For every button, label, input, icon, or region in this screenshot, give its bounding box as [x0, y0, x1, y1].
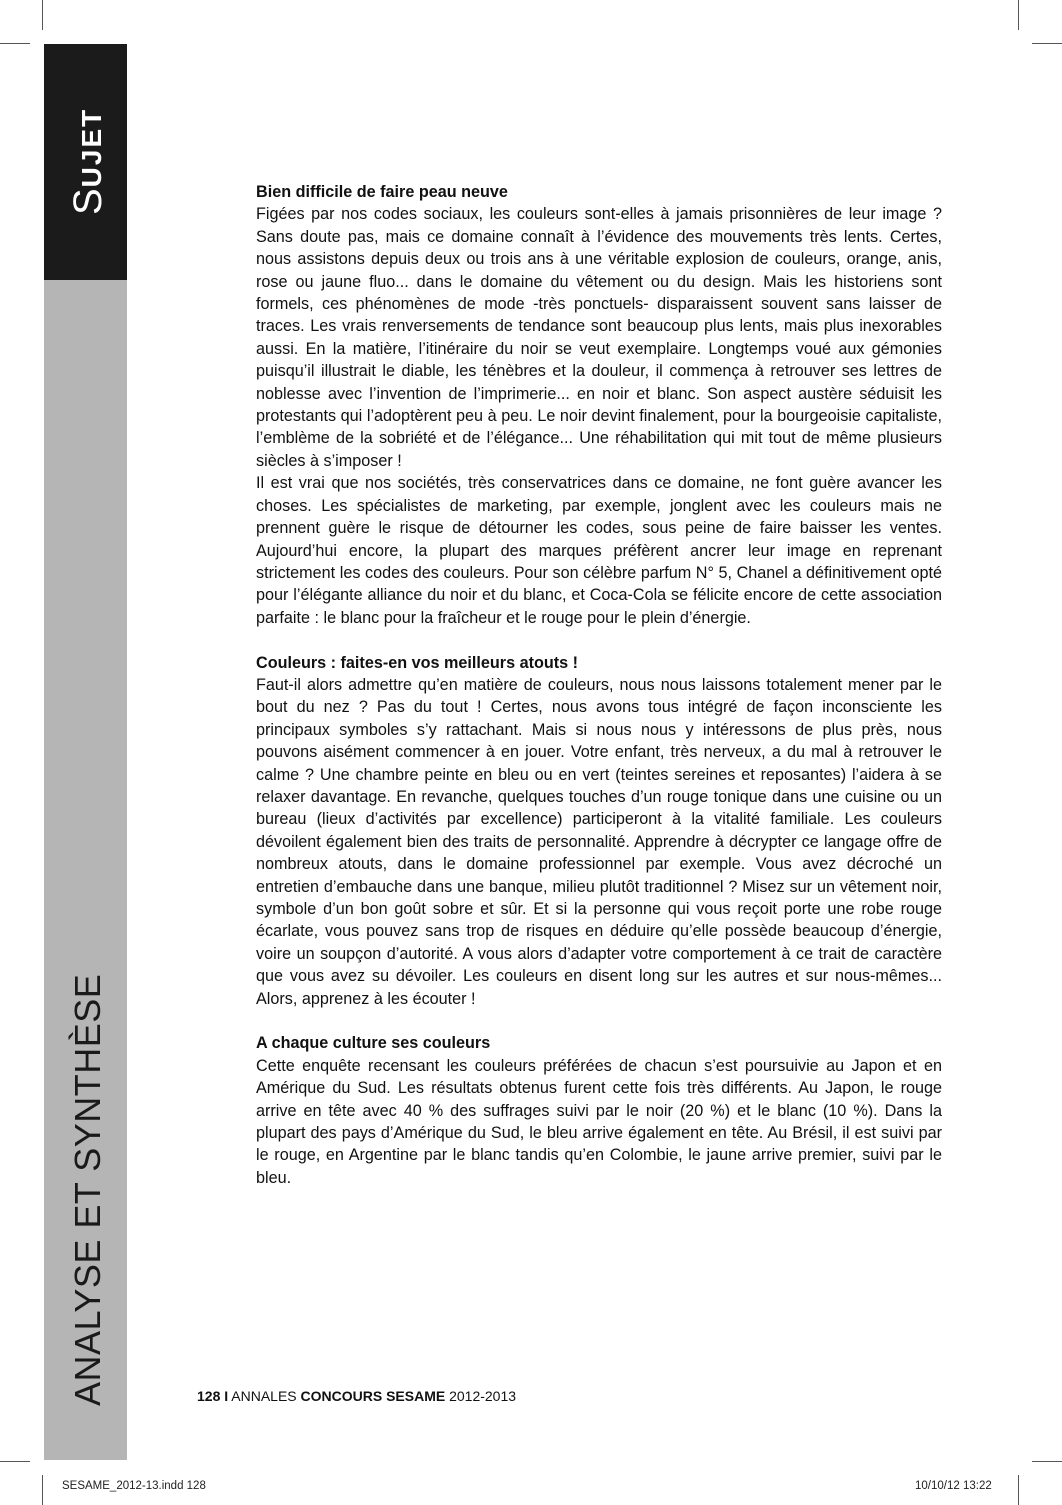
paragraph: Cette enquête recensant les couleurs préférées de chacun s’est poursuivie au Japon et en Amérique du Sud. Les résultats obtenus furent cette fois très différents. Au Japon, le rouge arrive en tête avec 40 % des suffrages suivi par le noir (20 %) et le blanc (10 %). Dans la plupart des pays d’Amérique du Sud, le bleu arrive également en tête. Au Brésil, il est suivi par le rouge, en Argentine par le blanc tandis qu’en Colombie, le jaune arrive premier, suivi par le bleu.	[256, 1056, 942, 1187]
footer-concours: CONCOURS SESAME	[300, 1388, 446, 1404]
section-heading: Couleurs : faites-en vos meilleurs atouts !	[256, 653, 579, 672]
page-number: 128	[197, 1388, 221, 1404]
article-body	[256, 181, 942, 1189]
section-label-sujet: SUJET	[66, 107, 110, 215]
slug-date: 10/10/12 13:22	[915, 1480, 992, 1492]
crop-mark	[0, 43, 30, 44]
footer-years: 2012-2013	[449, 1388, 517, 1404]
crop-mark	[42, 0, 43, 30]
crop-mark	[1018, 0, 1019, 30]
paragraph: Faut-il alors admettre qu’en matière de couleurs, nous nous laissons totalement mener par le bout du nez ? Pas du tout ! Certes, nous avons tous intégré de façon inconsciente les principaux symboles s’y rattachant. Mais si nous nous y intéressons de plus près, nous pouvons aisément commencer à en jouer. Votre enfant, très nerveux, a du mal à retrouver le calme ? Une chambre peinte en bleu ou en vert (teintes sereines et reposantes) l’aidera à se relaxer davantage. En revanche, quelques touches d’un rouge tonique dans une cuisine ou un bureau (lieux d’activités par excellence) participeront à la vitalité familiale. Les couleurs dévoilent également bien des traits de personnalité. Apprendre à décrypter ce langage offre de nombreux atouts, dans le domaine professionnel par exemple. Vous avez décroché un entretien d’embauche dans une banque, milieu plutôt traditionnel ? Misez sur un vêtement noir, symbole d’un bon goût sobre et sûr. Et si la personne qui vous reçoit porte une robe rouge écarlate, vous pouvez sans trop de risques en déduire qu’elle possède beaucoup d’énergie, voire un soupçon d’autorité. A vous alors d’adapter votre comportement à ce trait de caractère que vous avez su dévoiler. Les couleurs en disent long sur les autres et sur nous-mêmes... Alors, apprenez à les écouter !	[256, 675, 942, 1008]
page-footer	[197, 1388, 516, 1404]
paragraph: Il est vrai que nos sociétés, très conservatrices dans ce domaine, ne font guère avancer les choses. Les spécialistes de marketing, par exemple, jonglent avec les couleurs mais ne prennent guère le risque de détourner les codes, sous peine de faire baisser les ventes. Aujourd’hui encore, la plupart des marques préfèrent ancrer leur image en reprenant strictement les codes des couleurs. Pour son célèbre parfum N° 5, Chanel a définitivement opté pour l’élégante alliance du noir et du blanc, et Coca-Cola se félicite encore de cette association parfaite : le blanc pour la fraîcheur et le rouge pour le plein d’énergie.	[256, 474, 942, 627]
crop-mark	[42, 1475, 43, 1505]
crop-mark	[0, 1461, 30, 1462]
slug-filename: SESAME_2012-13.indd 128	[62, 1480, 206, 1492]
vertical-section-title: ANALYSE ET SYNTHÈSE	[67, 973, 108, 1406]
crop-mark	[1032, 1461, 1062, 1462]
crop-mark	[1032, 43, 1062, 44]
crop-mark	[1018, 1475, 1019, 1505]
footer-annales: ANNALES	[231, 1388, 297, 1404]
section-heading: A chaque culture ses couleurs	[256, 1034, 491, 1053]
section-heading: Bien difficile de faire peau neuve	[256, 183, 508, 201]
footer-separator: I	[224, 1388, 229, 1404]
paragraph: Figées par nos codes sociaux, les couleurs sont-elles à jamais prisonnières de leur image ? Sans doute pas, mais ce domaine connaît à l’évidence des mouvements très lents. Certes, nous assistons depuis deux ou trois ans à une véritable explosion de couleurs, orange, anis, rose ou jaune fluo... dans le domaine du vêtement ou du design. Mais les historiens sont formels, ces phénomènes de mode -très ponctuels- disparaissent souvent sans laisser de traces. Les vrais renversements de tendance sont beaucoup plus lents, mais plus inexorables aussi. En la matière, l’itinéraire du noir se veut exemplaire. Longtemps voué aux gémonies puisqu’il illustrait le diable, les ténèbres et la douleur, il commença à retrouver ses lettres de noblesse avec l’invention de l’imprimerie... en noir et blanc. Son aspect austère séduisit les protestants qui l’adoptèrent peu à peu. Le noir devint finalement, pour la bourgeoisie capitaliste, l’emblème de la sobriété et de l’élégance... Une réhabilitation qui mit tout de même plusieurs siècles à s’imposer !	[256, 205, 942, 470]
